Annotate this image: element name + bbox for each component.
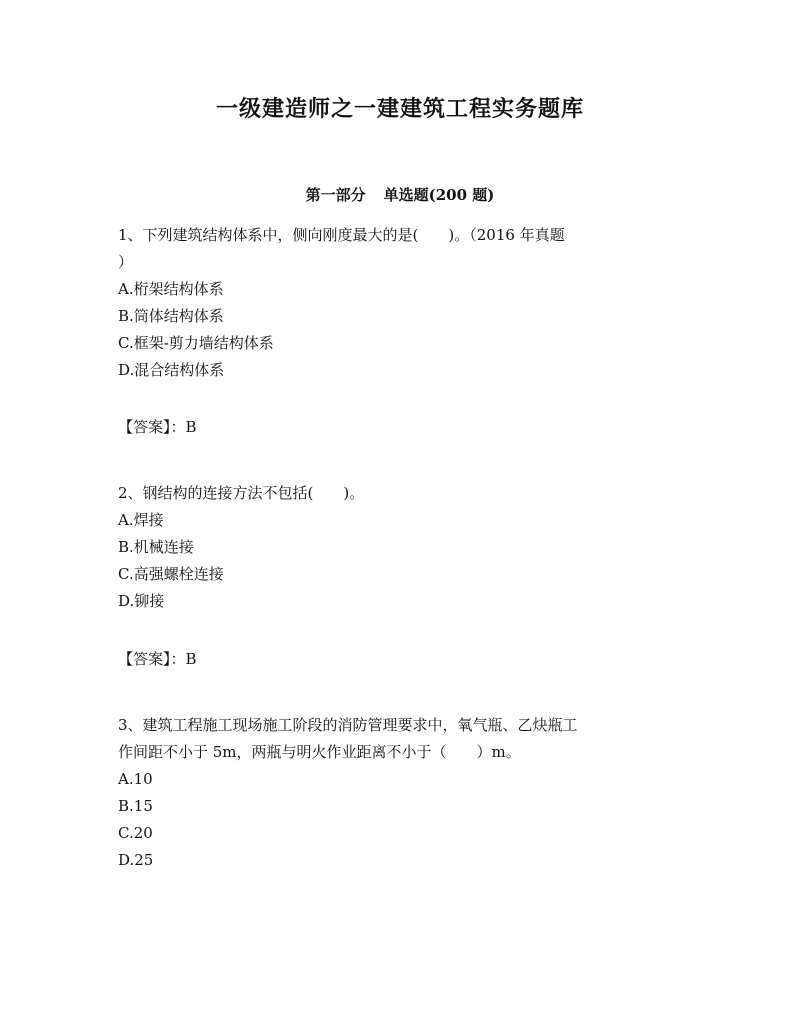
question-1 bbox=[118, 222, 678, 384]
question-1-option-b: B.筒体结构体系 bbox=[118, 307, 224, 325]
question-2-option-a: A.焊接 bbox=[118, 511, 164, 529]
question-1-stem-line-1: 1、下列建筑结构体系中，侧向刚度最大的是( )。（2016 年真题 bbox=[118, 226, 565, 244]
document-title: 一级建造师之一建建筑工程实务题库 bbox=[215, 96, 584, 122]
question-2-answer: 【答案】：B bbox=[118, 650, 197, 668]
question-3-option-d: D.25 bbox=[118, 851, 154, 869]
question-3 bbox=[118, 712, 678, 874]
question-2 bbox=[118, 480, 678, 615]
question-3-option-c: C.20 bbox=[118, 824, 153, 842]
question-1-option-c: C.框架-剪力墙结构体系 bbox=[118, 334, 274, 352]
section-name: 单选题(200 题) bbox=[383, 186, 495, 204]
section-part: 第一部分 bbox=[305, 186, 366, 204]
question-2-option-c: C.高强螺栓连接 bbox=[118, 565, 224, 583]
question-3-option-b: B.15 bbox=[118, 797, 153, 815]
question-2-stem-line-1: 2、钢结构的连接方法不包括( )。 bbox=[118, 484, 365, 502]
question-3-stem-line-2: 作间距不小于 5m，两瓶与明火作业距离不小于（ ）m。 bbox=[118, 743, 521, 761]
question-2-option-d: D.铆接 bbox=[118, 592, 165, 610]
question-1-option-d: D.混合结构体系 bbox=[118, 361, 225, 379]
question-1-stem-line-2: ） bbox=[118, 253, 134, 271]
question-1-answer: 【答案】：B bbox=[118, 418, 197, 436]
question-3-option-a: A.10 bbox=[118, 770, 153, 788]
question-2-option-b: B.机械连接 bbox=[118, 538, 194, 556]
section-title bbox=[0, 184, 800, 205]
question-3-stem-line-1: 3、建筑工程施工现场施工阶段的消防管理要求中，氧气瓶、乙炔瓶工 bbox=[118, 716, 578, 734]
question-1-option-a: A.桁架结构体系 bbox=[118, 280, 224, 298]
